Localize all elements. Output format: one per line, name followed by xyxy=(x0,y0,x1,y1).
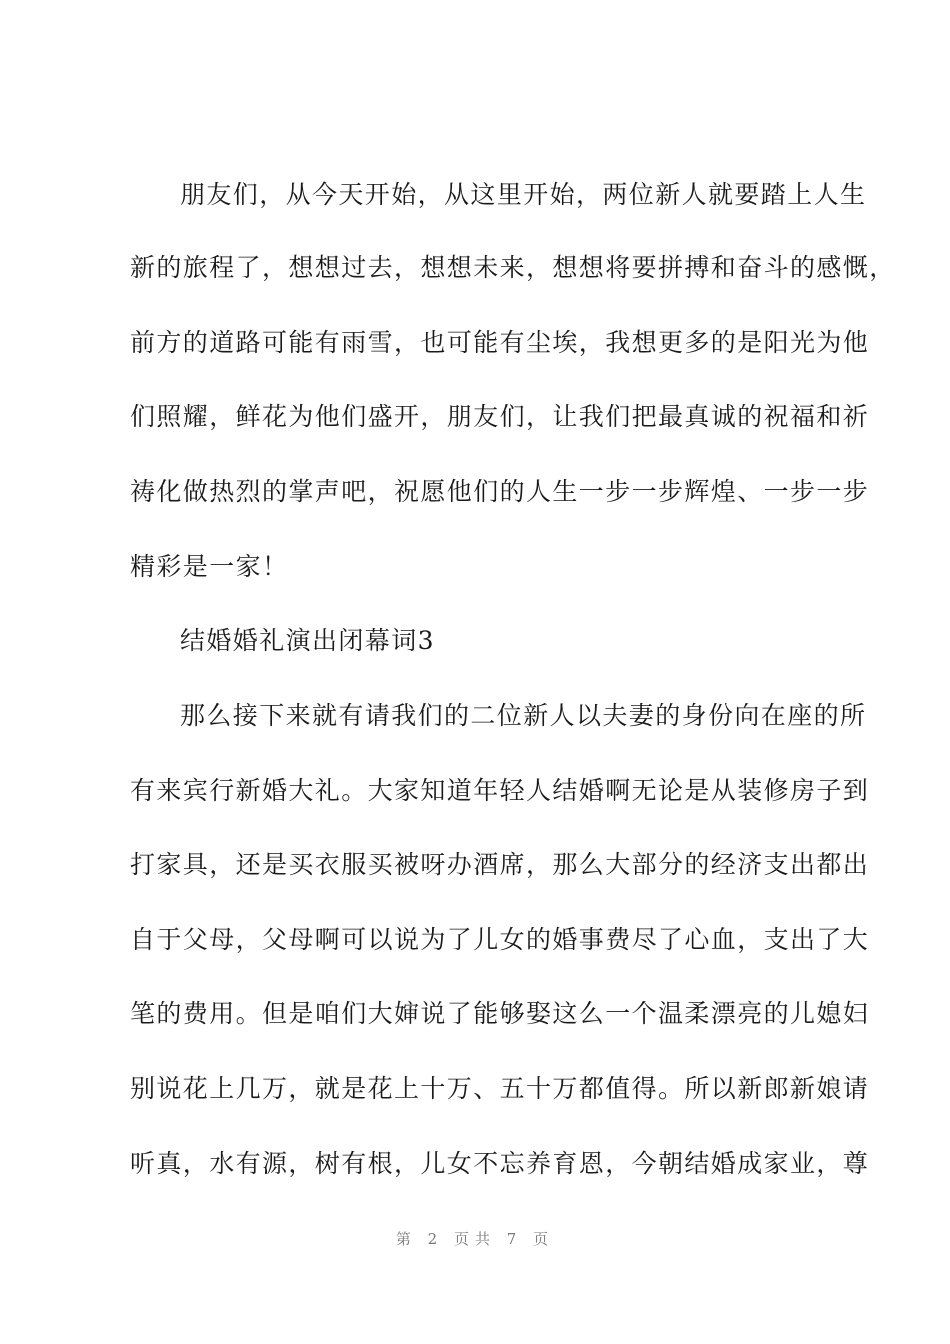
paragraph-2-line-2: 有来宾行新婚大礼。大家知道年轻人结婚啊无论是从装修房子到 xyxy=(130,776,870,805)
paragraph-2-line-3: 打家具，还是买衣服买被呀办酒席，那么大部分的经济支出都出 xyxy=(130,850,870,879)
page-footer: 第 2 页共 7 页 xyxy=(395,1230,555,1248)
paragraph-2-line-6: 别说花上几万，就是花上十万、五十万都值得。所以新郎新娘请 xyxy=(130,1074,870,1103)
paragraph-2-line-4: 自于父母，父母啊可以说为了儿女的婚事费尽了心血，支出了大 xyxy=(130,925,870,954)
paragraph-2-line-5: 笔的费用。但是咱们大婶说了能够娶这么一个温柔漂亮的儿媳妇 xyxy=(130,999,870,1028)
paragraph-1-line-2: 新的旅程了，想想过去，想想未来，想想将要拼搏和奋斗的感慨， xyxy=(130,253,896,282)
paragraph-1-line-4: 们照耀，鲜花为他们盛开，朋友们，让我们把最真诚的祝福和祈 xyxy=(130,402,870,431)
section-heading: 结婚婚礼演出闭幕词3 xyxy=(180,626,435,655)
paragraph-2-line-7: 听真，水有源，树有根，儿女不忘养育恩，今朝结婚成家业，尊 xyxy=(130,1149,870,1178)
paragraph-1-line-1: 朋友们，从今天开始，从这里开始，两位新人就要踏上人生 xyxy=(180,180,867,209)
paragraph-1-line-6: 精彩是一家！ xyxy=(130,552,289,581)
paragraph-2-line-1: 那么接下来就有请我们的二位新人以夫妻的身份向在座的所 xyxy=(180,701,867,730)
paragraph-1-line-5: 祷化做热烈的掌声吧，祝愿他们的人生一步一步辉煌、一步一步 xyxy=(130,477,870,506)
paragraph-1-line-3: 前方的道路可能有雨雪，也可能有尘埃，我想更多的是阳光为他 xyxy=(130,328,870,357)
